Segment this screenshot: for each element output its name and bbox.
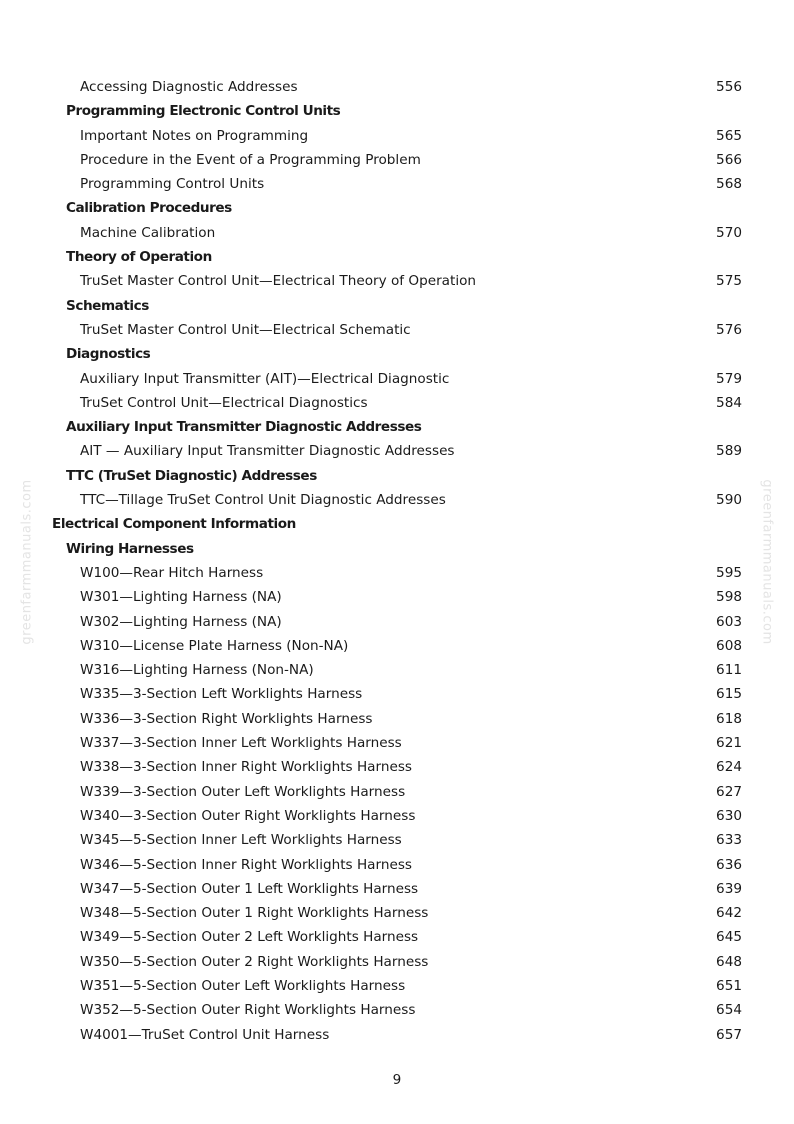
toc-entry-page: 657 bbox=[716, 1026, 742, 1043]
toc-entry-title: TTC (TruSet Diagnostic) Addresses bbox=[66, 467, 317, 484]
toc-entry-title: W350—5-Section Outer 2 Right Worklights Harness bbox=[80, 953, 429, 970]
toc-section-heading[interactable] bbox=[0, 415, 794, 439]
toc-entry-page: 624 bbox=[716, 759, 742, 776]
toc-entry[interactable] bbox=[0, 731, 794, 755]
toc-entry[interactable] bbox=[0, 1023, 794, 1047]
toc-entry[interactable] bbox=[0, 488, 794, 512]
toc-entry[interactable] bbox=[0, 148, 794, 172]
toc-entry-page: 633 bbox=[716, 832, 742, 849]
toc-entry[interactable] bbox=[0, 221, 794, 245]
toc-entry[interactable] bbox=[0, 585, 794, 609]
toc-entry-page: 584 bbox=[716, 394, 742, 411]
toc-entry-title: W348—5-Section Outer 1 Right Worklights Harness bbox=[80, 905, 429, 922]
toc-entry-title: W4001—TruSet Control Unit Harness bbox=[80, 1026, 330, 1043]
page-number: 9 bbox=[392, 1072, 402, 1088]
toc-entry[interactable] bbox=[0, 269, 794, 293]
toc-entry-title: Programming Electronic Control Units bbox=[66, 103, 341, 120]
toc-entry-title: W351—5-Section Outer Left Worklights Harness bbox=[80, 977, 406, 994]
toc-entry-title: TruSet Control Unit—Electrical Diagnostics bbox=[80, 394, 368, 411]
toc-entry-title: Schematics bbox=[66, 297, 149, 314]
toc-entry-title: W340—3-Section Outer Right Worklights Harness bbox=[80, 807, 416, 824]
toc-entry-title: Procedure in the Event of a Programming Problem bbox=[80, 151, 421, 168]
toc-entry[interactable] bbox=[0, 925, 794, 949]
toc-entry-page: 568 bbox=[716, 176, 742, 193]
toc-entry-title: Wiring Harnesses bbox=[66, 540, 194, 557]
toc-entry-page: 565 bbox=[716, 127, 742, 144]
toc-entry-title: W345—5-Section Inner Left Worklights Harness bbox=[80, 832, 402, 849]
toc-entry-page: 556 bbox=[716, 79, 742, 95]
toc-entry[interactable] bbox=[0, 901, 794, 925]
toc-section-heading[interactable] bbox=[0, 464, 794, 488]
toc-entry-title: W349—5-Section Outer 2 Left Worklights Harness bbox=[80, 929, 419, 946]
toc-entry[interactable] bbox=[0, 318, 794, 342]
toc-entry-page: 627 bbox=[716, 783, 742, 800]
toc-section-heading[interactable] bbox=[0, 342, 794, 366]
toc-section-heading[interactable] bbox=[0, 294, 794, 318]
toc-entry-title: W352—5-Section Outer Right Worklights Harness bbox=[80, 1002, 416, 1019]
toc-entry[interactable] bbox=[0, 75, 794, 99]
toc-entry[interactable] bbox=[0, 853, 794, 877]
toc-entry-title: Machine Calibration bbox=[80, 224, 216, 241]
toc-entry-title: W338—3-Section Inner Right Worklights Harness bbox=[80, 759, 412, 776]
toc-entry[interactable] bbox=[0, 974, 794, 998]
toc-entry[interactable] bbox=[0, 634, 794, 658]
table-of-contents bbox=[0, 75, 794, 1047]
toc-entry-page: 598 bbox=[716, 589, 742, 606]
toc-entry-title: W310—License Plate Harness (Non-NA) bbox=[80, 637, 349, 654]
toc-entry-page: 654 bbox=[716, 1002, 742, 1019]
toc-section-heading[interactable] bbox=[0, 245, 794, 269]
toc-entry-page: 630 bbox=[716, 807, 742, 824]
toc-entry-page: 615 bbox=[716, 686, 742, 703]
toc-entry-title: W347—5-Section Outer 1 Left Worklights Harness bbox=[80, 880, 419, 897]
toc-entry-title: TruSet Master Control Unit—Electrical Schematic bbox=[80, 321, 411, 338]
toc-section-heading[interactable] bbox=[0, 537, 794, 561]
toc-entry-page: 621 bbox=[716, 735, 742, 752]
toc-entry[interactable] bbox=[0, 682, 794, 706]
toc-entry-title: Important Notes on Programming bbox=[80, 127, 309, 144]
toc-entry[interactable] bbox=[0, 804, 794, 828]
toc-entry[interactable] bbox=[0, 172, 794, 196]
toc-entry[interactable] bbox=[0, 998, 794, 1022]
toc-entry-page: 648 bbox=[716, 953, 742, 970]
toc-entry-title: Electrical Component Information bbox=[52, 516, 296, 533]
toc-section-heading[interactable] bbox=[0, 99, 794, 123]
toc-entry-title: W316—Lighting Harness (Non-NA) bbox=[80, 662, 314, 679]
toc-entry[interactable] bbox=[0, 610, 794, 634]
toc-entry-title: TruSet Master Control Unit—Electrical Theory of Operation bbox=[80, 273, 477, 290]
toc-entry-page: 590 bbox=[716, 492, 742, 509]
toc-entry-title: W336—3-Section Right Worklights Harness bbox=[80, 710, 373, 727]
toc-entry-page: 639 bbox=[716, 880, 742, 897]
watermark-left: greenfarmmanuals.com bbox=[19, 479, 35, 645]
toc-entry-page: 589 bbox=[716, 443, 742, 460]
toc-entry[interactable] bbox=[0, 780, 794, 804]
toc-entry-title: Calibration Procedures bbox=[66, 200, 232, 217]
toc-entry-page: 608 bbox=[716, 637, 742, 654]
toc-entry-page: 595 bbox=[716, 564, 742, 581]
toc-entry-page: 570 bbox=[716, 224, 742, 241]
toc-entry[interactable] bbox=[0, 124, 794, 148]
watermark-right: greenfarmmanuals.com bbox=[759, 479, 775, 645]
toc-entry-page: 575 bbox=[716, 273, 742, 290]
toc-entry-title: TTC—Tillage TruSet Control Unit Diagnostic Addresses bbox=[80, 492, 446, 509]
toc-entry-page: 642 bbox=[716, 905, 742, 922]
toc-entry-title: Accessing Diagnostic Addresses bbox=[80, 79, 298, 95]
toc-entry-page: 618 bbox=[716, 710, 742, 727]
toc-entry[interactable] bbox=[0, 755, 794, 779]
toc-section-heading[interactable] bbox=[0, 196, 794, 220]
toc-entry[interactable] bbox=[0, 658, 794, 682]
toc-entry-page: 603 bbox=[716, 613, 742, 630]
toc-entry-title: W337—3-Section Inner Left Worklights Harness bbox=[80, 735, 402, 752]
toc-entry[interactable] bbox=[0, 391, 794, 415]
toc-entry-page: 576 bbox=[716, 321, 742, 338]
toc-entry[interactable] bbox=[0, 439, 794, 463]
toc-entry[interactable] bbox=[0, 828, 794, 852]
toc-entry-page: 651 bbox=[716, 977, 742, 994]
toc-entry-title: W335—3-Section Left Worklights Harness bbox=[80, 686, 363, 703]
toc-entry-title: W100—Rear Hitch Harness bbox=[80, 564, 264, 581]
toc-section-heading[interactable] bbox=[0, 512, 794, 536]
toc-entry-title: Theory of Operation bbox=[66, 249, 212, 266]
toc-entry-title: W301—Lighting Harness (NA) bbox=[80, 589, 282, 606]
toc-entry-title: W346—5-Section Inner Right Worklights Harness bbox=[80, 856, 412, 873]
toc-entry-page: 566 bbox=[716, 151, 742, 168]
toc-entry[interactable] bbox=[0, 877, 794, 901]
toc-entry[interactable] bbox=[0, 367, 794, 391]
toc-entry-title: Diagnostics bbox=[66, 346, 151, 363]
toc-entry-page: 636 bbox=[716, 856, 742, 873]
toc-entry-title: Programming Control Units bbox=[80, 176, 265, 193]
toc-entry-title: AIT — Auxiliary Input Transmitter Diagnostic Addresses bbox=[80, 443, 455, 460]
toc-entry[interactable] bbox=[0, 561, 794, 585]
toc-entry-title: Auxiliary Input Transmitter (AIT)—Electrical Diagnostic bbox=[80, 370, 450, 387]
toc-entry-title: W339—3-Section Outer Left Worklights Harness bbox=[80, 783, 406, 800]
toc-entry[interactable] bbox=[0, 707, 794, 731]
toc-entry[interactable] bbox=[0, 950, 794, 974]
toc-entry-page: 645 bbox=[716, 929, 742, 946]
toc-entry-page: 579 bbox=[716, 370, 742, 387]
toc-entry-page: 611 bbox=[716, 662, 742, 679]
toc-entry-title: Auxiliary Input Transmitter Diagnostic Addresses bbox=[66, 419, 422, 436]
toc-entry-title: W302—Lighting Harness (NA) bbox=[80, 613, 282, 630]
